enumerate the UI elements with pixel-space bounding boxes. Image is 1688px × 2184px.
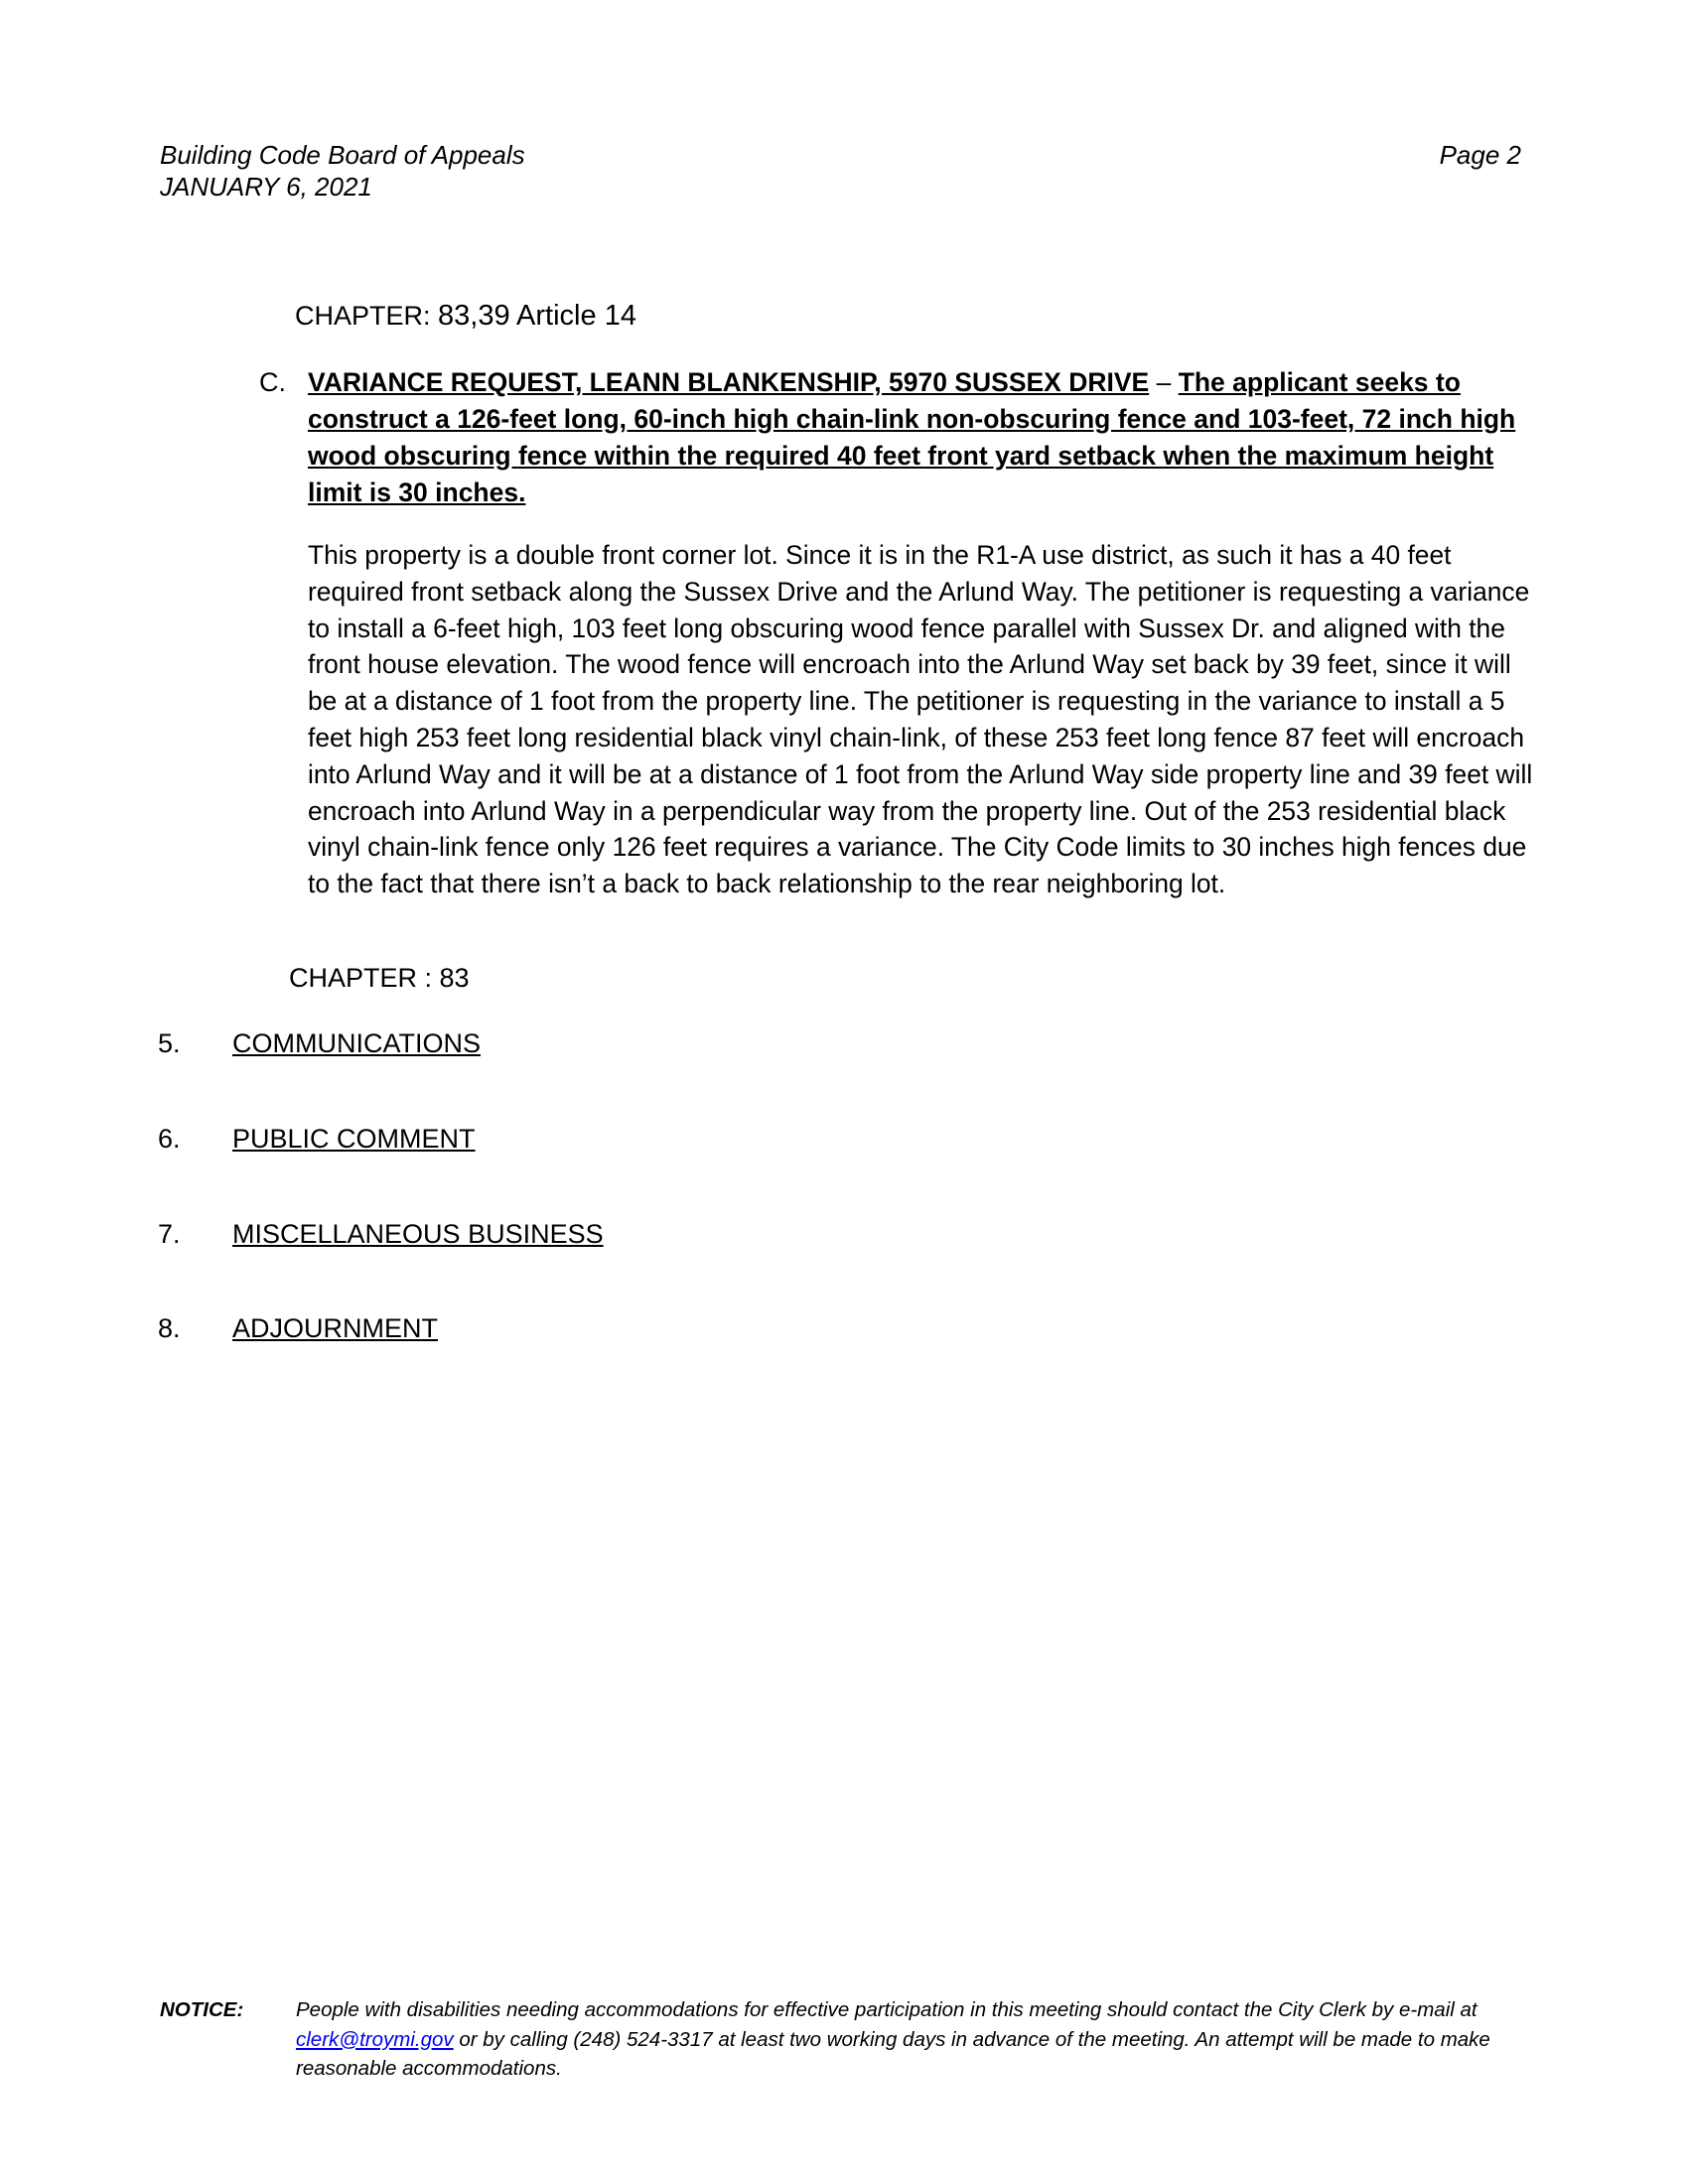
chapter-value: 83,39 Article 14 (438, 300, 636, 332)
chapter-reference-top (295, 300, 636, 333)
item-dash: – (1149, 367, 1179, 397)
agenda-number: 8. (158, 1313, 181, 1343)
agenda-number: 7. (158, 1219, 181, 1249)
agenda-title: COMMUNICATIONS (232, 1028, 481, 1058)
clerk-email-link[interactable]: clerk@troymi.gov (296, 2027, 454, 2051)
chapter-label: CHAPTER: (295, 301, 439, 331)
notice-label: NOTICE: (160, 1998, 244, 2021)
item-letter: C. (259, 367, 286, 397)
notice-text-before: People with disabilities needing accommodations for effective participation in this meeting should contact the City Clerk by e-mail at (296, 1998, 1477, 2021)
notice-text (296, 1995, 1547, 2084)
item-title: VARIANCE REQUEST, LEANN BLANKENSHIP, 5970 SUSSEX DRIVE (308, 367, 1150, 397)
agenda-title: MISCELLANEOUS BUSINESS (232, 1219, 604, 1249)
header-date: JANUARY 6, 2021 (160, 172, 372, 202)
agenda-title: PUBLIC COMMENT (232, 1124, 476, 1154)
chapter-reference-bottom: CHAPTER : 83 (289, 963, 470, 993)
item-body-paragraph: This property is a double front corner lot. Since it is in the R1-A use district, as such it has a 40 feet required front setback along the Sussex Drive and the Arlund Way. The petitioner is requesting a variance to install a 6-feet high, 103 feet long obscuring wood fence parallel with Sussex Dr. and aligned with the front house elevation. The wood fence will encroach into the Arlund Way set back by 39 feet, since it will be at a distance of 1 foot from the property line. The petitioner is requesting in the variance to install a 5 feet high 253 feet long residential black vinyl chain-link, of these 253 feet long fence 87 feet will encroach into Arlund Way and it will be at a distance of 1 foot from the Arlund Way side property line and 39 feet will encroach into Arlund Way in a perpendicular way from the property line. Out of the 253 residential black vinyl chain-link fence only 126 feet requires a variance. The City Code limits to 30 inches high fences due to the fact that there isn’t a back to back relationship to the rear neighboring lot. (308, 540, 1533, 899)
agenda-title: ADJOURNMENT (232, 1313, 438, 1343)
item-heading (308, 364, 1539, 511)
header-org: Building Code Board of Appeals (160, 140, 525, 170)
agenda-number: 5. (158, 1028, 181, 1058)
agenda-number: 6. (158, 1124, 181, 1154)
page-header-left (160, 139, 525, 203)
item-description: The applicant seeks to construct a 126-feet long, 60-inch high chain-link non-obscuring fence and 103-feet, 72 inch high wood obscuring fence within the required 40 feet front yard setback when the maximum height limit is 30 inches. (308, 367, 1516, 507)
header-page-number: Page 2 (1439, 140, 1521, 170)
notice-text-after: or by calling (248) 524-3317 at least two working days in advance of the meeting. An attempt will be made to make reasonable accommodations. (296, 2027, 1490, 2080)
